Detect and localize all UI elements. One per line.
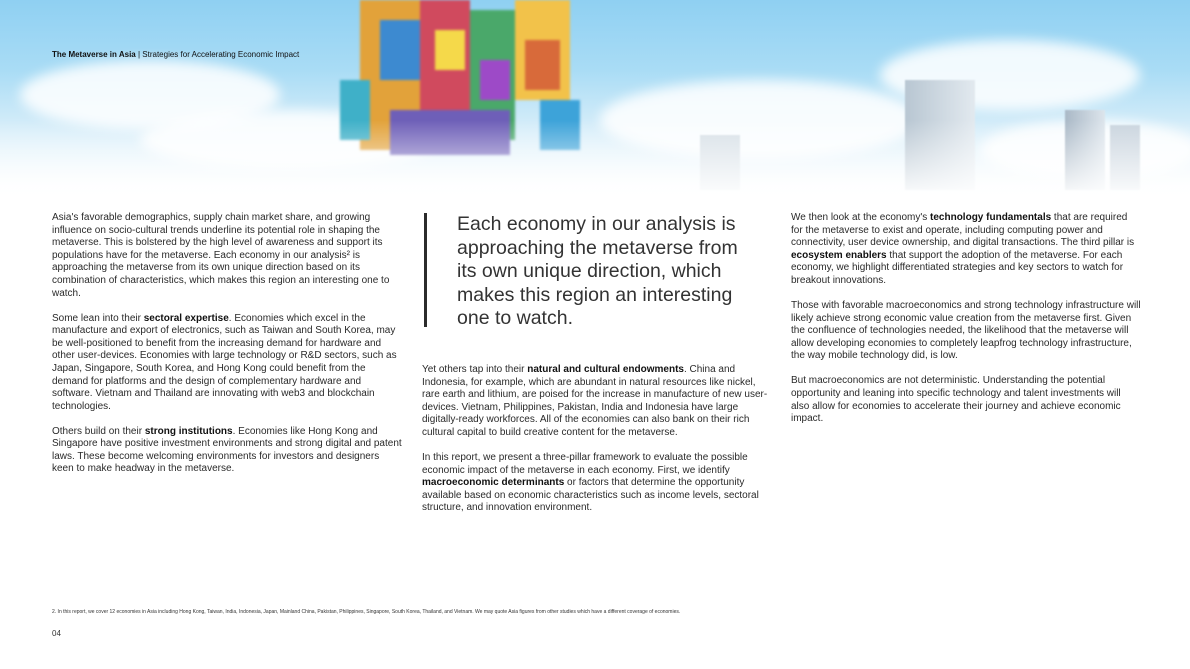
- paragraph: Asia's favorable demographics, supply chain market share, and growing influence on socio-cultural trends underline its potential role in shaping the metaverse. This is bolstered by the high level of awareness and support its populations have for the metaverse. Each economy in our analysis² is approaching the metaverse from its own unique direction based on its combination of characteristics, which makes this region an interesting one to watch.: [52, 212, 390, 299]
- running-header: [52, 50, 299, 59]
- paragraph: Those with favorable macroeconomics and strong technology infrastructure will likely achieve strong economic value creation from the metaverse first. Given the confluence of technologies needed, the likelihood that the metaverse will allow developing economies to completely leapfrog technology infrastructure, the way mobile technology did, is low.: [791, 299, 1141, 362]
- emphasis-strong-institutions: strong institutions: [144, 425, 233, 437]
- emphasis-macroeconomic-determinants: macroeconomic determinants: [422, 477, 565, 489]
- emphasis-sectoral-expertise: sectoral expertise: [143, 312, 229, 324]
- emphasis-ecosystem-enablers: ecosystem enablers: [791, 249, 887, 261]
- paragraph: Yet others tap into their natural and cultural endowments. China and Indonesia, for example, which are abundant in natural resources like nickel, rare earth and lithium, are poised for the increase in manufacture of new user-devices. Vietnam, Philippines, Pakistan, India and Indonesia have large digitally-ready workforces. All of the economies can also bank on their rich cultural capital to build creative content for the metaverse.: [422, 364, 768, 438]
- footnote: 2. In this report, we cover 12 economies in Asia including Hong Kong, Taiwan, India, Indonesia, Japan, Mainland China, Pakistan, Philippines, Singapore, South Korea, Thailand, and Vietnam. We may quote Asia figures from other studies which have a different coverage of economies.: [52, 609, 681, 615]
- emphasis-natural-cultural-endowments: natural and cultural endowments: [527, 364, 684, 375]
- header-separator: |: [135, 50, 143, 59]
- middle-column: [422, 364, 772, 527]
- left-column: [52, 212, 402, 488]
- paragraph: But macroeconomics are not deterministic. Understanding the potential opportunity and leaning into specific technology and talent investments will also allow for economies to accelerate their journey and achieve economic impact.: [791, 375, 1121, 425]
- header-title: The Metaverse in Asia: [52, 50, 136, 59]
- header-subtitle: Strategies for Accelerating Economic Impact: [142, 50, 300, 59]
- banner-artwork: [0, 0, 1190, 200]
- paragraph: Some lean into their sectoral expertise. Economies which excel in the manufacture and export of electronics, such as Taiwan and South Korea, may be well-positioned to benefit from the increasing demand for hardware and other user-devices. Economies with large technology or R&D sectors, such as Japan, Singapore, South Korea, and Hong Kong could benefit from the demand for platforms and the design of complementary hardware and software. Vietnam and Thailand are innovating with web3 and blockchain technologies.: [52, 312, 397, 412]
- emphasis-technology-fundamentals: technology fundamentals: [930, 212, 1052, 223]
- pull-quote-bar: [424, 213, 427, 327]
- right-column: [791, 212, 1141, 438]
- paragraph: In this report, we present a three-pillar framework to evaluate the possible economic impact of the metaverse in each economy. First, we identify macroeconomic determinants or factors that determine the opportunity available based on economic characteristics such as income levels, sectoral structure, and innovation environment.: [422, 451, 759, 514]
- page-number: 04: [52, 629, 61, 638]
- paragraph: Others build on their strong institutions. Economies like Hong Kong and Singapore have positive investment environments and strong digital and patent laws. These become welcoming environments for investors and designers keen to make headway in the metaverse.: [52, 425, 402, 475]
- paragraph: We then look at the economy's technology fundamentals that are required for the metaverse to exist and operate, including computing power and connectivity, user device ownership, and digital transactions. The third pillar is ecosystem enablers that support the adoption of the metaverse. For each economy, we highlight differentiated strategies and key sectors to watch for breakout innovations.: [791, 212, 1135, 286]
- pull-quote: Each economy in our analysis is approaching the metaverse from its own unique direction, which makes this region an interesting one to watch.: [457, 213, 738, 329]
